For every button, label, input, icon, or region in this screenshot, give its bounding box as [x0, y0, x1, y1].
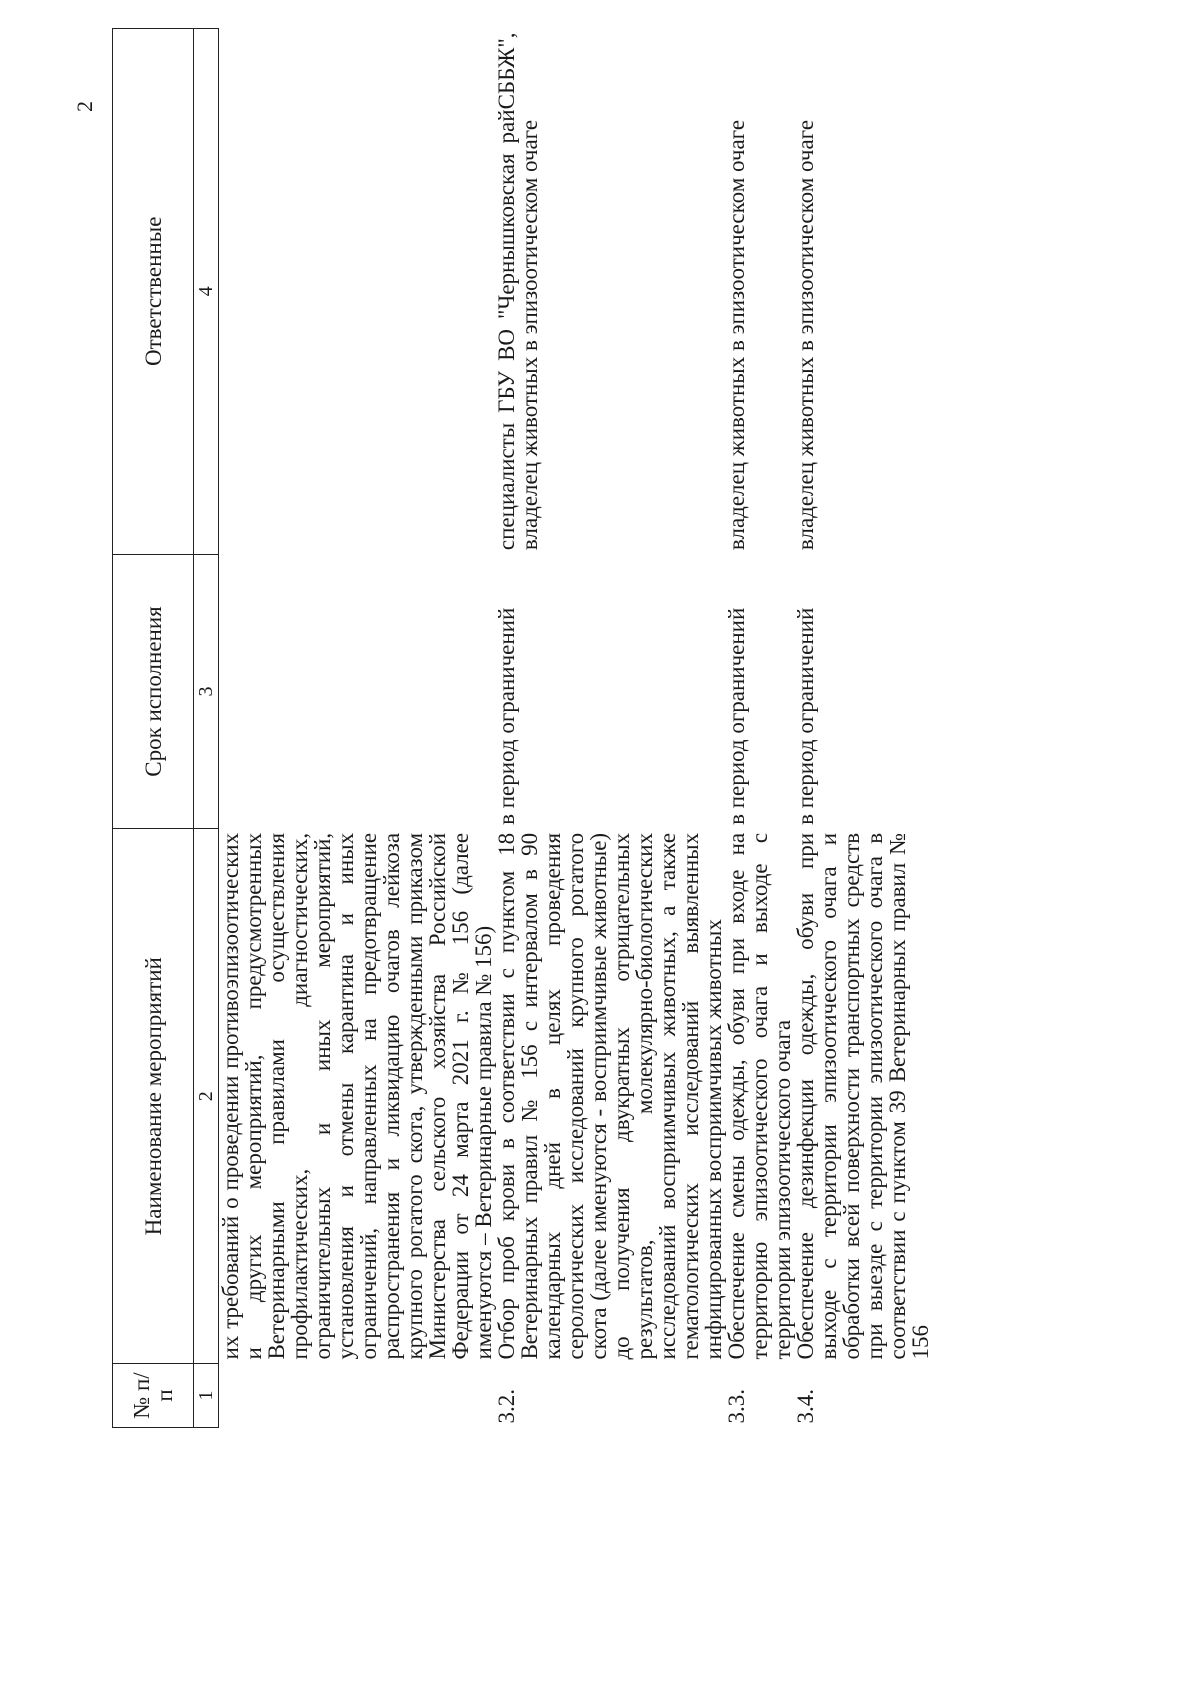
- row-number: 3.4.: [793, 1389, 818, 1424]
- column-number-row: [194, 29, 219, 1428]
- row-deadline: в период ограничений: [793, 607, 818, 825]
- row-measure: Отбор проб крови в соответствии с пунктом 18 Ветеринарных правил № 156 с интервалом в 90 календарных дней в целях проведения серологических исследований крупного рогатого скота (далее именуются - восприимчивые животные) до получения двукратных отрицательных результатов, молекулярно-биологических исследований восприимчивых животных, а также гематологических исследований выявленных инфицированных восприимчивых животных: [494, 832, 726, 1360]
- row-responsible: [219, 29, 496, 555]
- header-deadline: Срок исполнения: [113, 554, 194, 829]
- row-responsible: владелец животных в эпизоотическом очаге: [724, 119, 749, 551]
- header-responsible: Ответственные: [113, 29, 194, 555]
- row-deadline: в период ограничений: [724, 607, 749, 825]
- table-row: [495, 29, 725, 1428]
- table-row: [794, 29, 932, 1428]
- row-responsible: специалисты ГБУ ВО "Чернышковская райСББЖ", владелец животных в эпизоотическом очаге: [494, 32, 542, 551]
- row-deadline: в период ограничений: [494, 607, 519, 825]
- header-row: [113, 29, 194, 1428]
- page-number: 2: [72, 101, 97, 112]
- table-row: [725, 29, 794, 1428]
- row-measure: их требований о проведении противоэпизоотических и других мероприятий, предусмотренных Ветеринарными правилами осуществления профилактических, диагностических, ограничительных и иных мероприятий, установления и отмены карантина и иных ограничений, направленных на предотвращение распространения и ликвидацию очагов лейкоза крупного рогатого скота, утвержденными приказом Министерства сельского хозяйства Российской Федерации от 24 марта 2021 г. № 156 (далее именуются – Ветеринарные правила № 156): [218, 832, 496, 1360]
- column-number-3: 3: [194, 554, 219, 829]
- column-number-4: 4: [194, 29, 219, 555]
- row-number: 3.3.: [724, 1389, 749, 1424]
- column-number-2: 2: [194, 829, 219, 1364]
- row-measure: Обеспечение дезинфекции одежды, обуви при выходе с территории эпизоотического очага и обработки всей поверхности транспортных средств при выезде с территории эпизоотического очага в соответствии с пунктом 39 Ветеринарных правил № 156: [793, 832, 933, 1360]
- column-number-1: 1: [194, 1364, 219, 1428]
- row-number: 3.2.: [494, 1389, 519, 1424]
- row-number: [219, 1364, 496, 1428]
- header-measures: Наименование мероприятий: [113, 829, 194, 1364]
- row-deadline: [219, 554, 496, 829]
- row-measure: Обеспечение смены одежды, обуви при входе на территорию эпизоотического очага и выходе с территории эпизоотического очага: [724, 832, 795, 1360]
- table-row: [219, 29, 496, 1428]
- header-number: № п/п: [113, 1364, 194, 1428]
- row-responsible: владелец животных в эпизоотическом очаге: [793, 119, 818, 551]
- measures-table: [112, 28, 932, 1428]
